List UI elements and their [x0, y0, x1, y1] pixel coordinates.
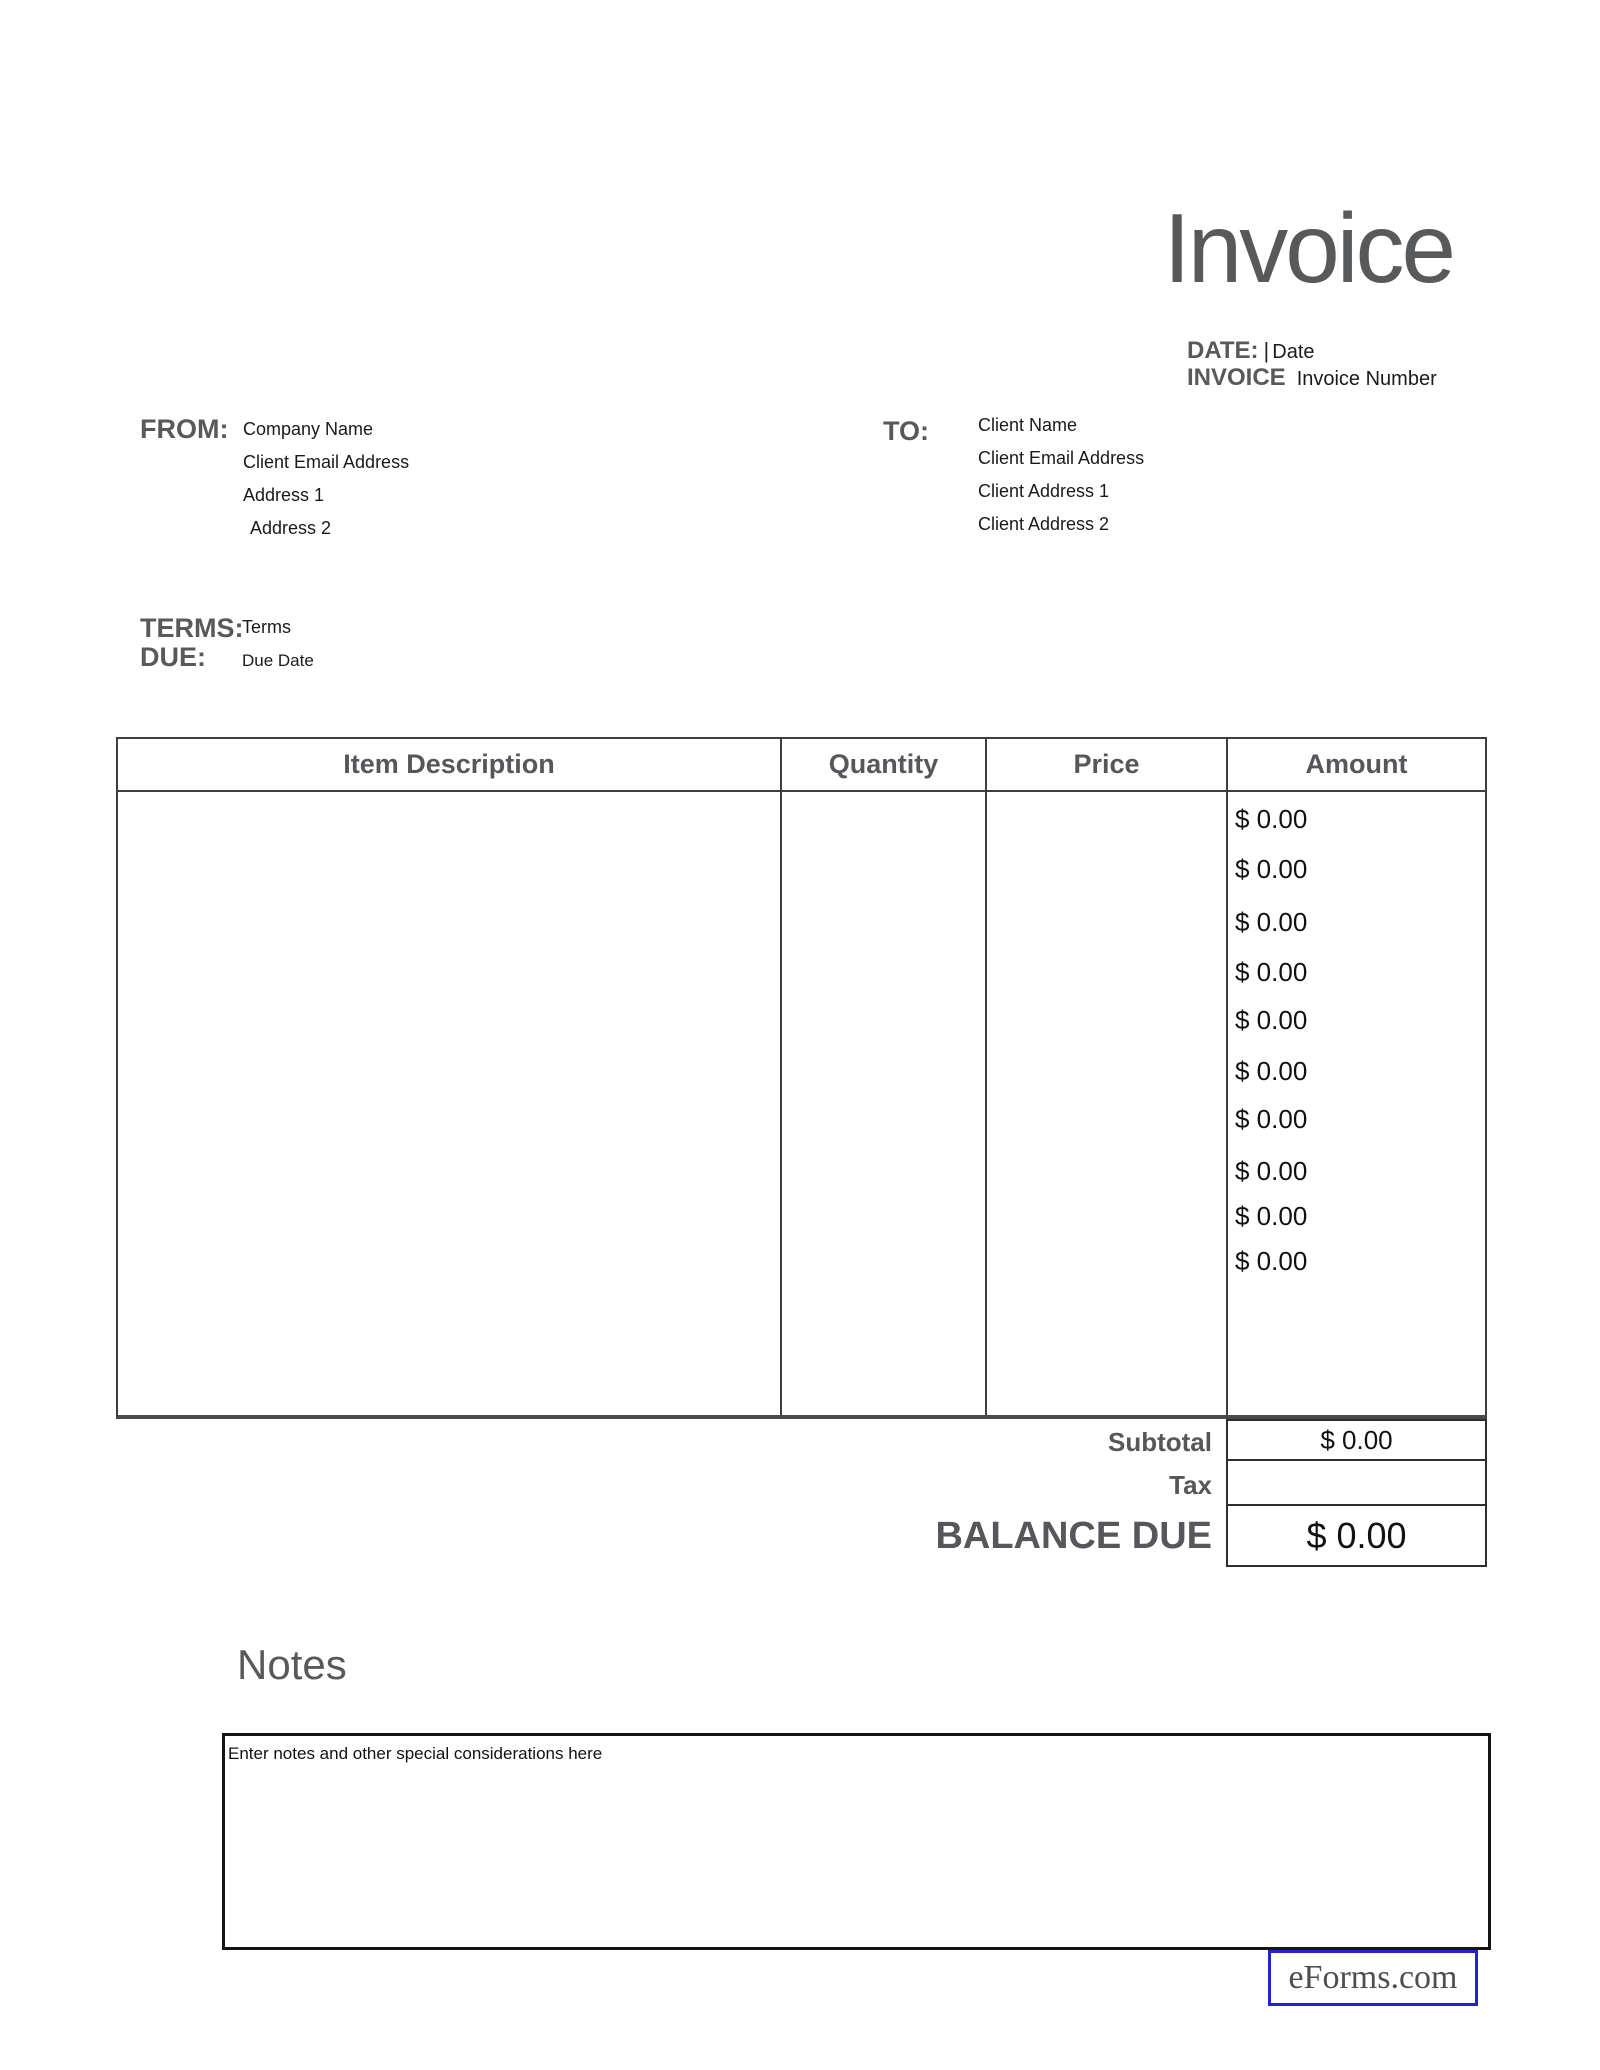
tax-label: Tax [1169, 1470, 1212, 1500]
notes-heading: Notes [237, 1641, 347, 1688]
from-company-name-field[interactable]: Company Name [243, 419, 374, 439]
notes-placeholder[interactable]: Enter notes and other special considerations here [228, 1744, 603, 1763]
subtotal-value: $ 0.00 [1320, 1425, 1393, 1455]
notes-input-box[interactable] [222, 1733, 1491, 1950]
from-email-field[interactable]: Client Email Address [243, 452, 410, 472]
amount-cell: $ 0.00 [1235, 1104, 1308, 1134]
balance-due-value: $ 0.00 [1306, 1515, 1407, 1556]
from-address1-field[interactable]: Address 1 [243, 485, 325, 505]
invoice-number-row [1187, 364, 1437, 392]
amount-cell: $ 0.00 [1235, 1156, 1308, 1186]
due-date-field[interactable]: Due Date [242, 651, 314, 670]
col-header-quantity: Quantity [828, 749, 939, 779]
summary-boxes [1226, 1419, 1487, 1567]
to-email-field[interactable]: Client Email Address [978, 448, 1145, 468]
subtotal-value-box [1226, 1419, 1487, 1461]
text-cursor: | [1263, 338, 1270, 363]
due-label: DUE: [140, 642, 206, 672]
item-description-input-area[interactable] [118, 792, 780, 1415]
col-header-amount: Amount [1305, 749, 1408, 779]
tax-value-field[interactable] [1226, 1459, 1487, 1506]
price-input-area[interactable] [987, 792, 1226, 1415]
amount-cell: $ 0.00 [1235, 1201, 1308, 1231]
to-address2-field[interactable]: Client Address 2 [978, 514, 1110, 534]
to-client-name-field[interactable]: Client Name [978, 415, 1078, 435]
col-header-item-description: Item Description [343, 749, 555, 779]
amount-cell: $ 0.00 [1235, 1005, 1308, 1035]
subtotal-label: Subtotal [1108, 1427, 1212, 1457]
amount-cell: $ 0.00 [1235, 957, 1308, 987]
line-items-table [116, 737, 1487, 1419]
amount-cell: $ 0.00 [1235, 907, 1308, 937]
terms-field[interactable]: Terms [242, 617, 291, 637]
eforms-link[interactable]: eForms.com [1268, 1950, 1478, 2006]
from-address2-field[interactable]: Address 2 [250, 518, 332, 538]
to-address1-field[interactable]: Client Address 1 [978, 481, 1110, 501]
quantity-input-area[interactable] [782, 792, 985, 1415]
page-title: Invoice [1163, 193, 1453, 303]
amount-cell: $ 0.00 [1235, 804, 1308, 834]
terms-label: TERMS: [140, 613, 244, 643]
amount-cell: $ 0.00 [1235, 854, 1308, 884]
amount-cell: $ 0.00 [1235, 1056, 1308, 1086]
date-field[interactable]: Date [1272, 341, 1315, 363]
to-label: TO: [883, 416, 929, 446]
invoice-label: INVOICE [1187, 364, 1286, 391]
from-label: FROM: [140, 414, 229, 444]
column-divider [1226, 739, 1228, 1415]
date-row [1187, 337, 1315, 365]
balance-due-value-box [1226, 1504, 1487, 1567]
balance-due-label: BALANCE DUE [935, 1515, 1212, 1557]
col-header-price: Price [1073, 749, 1140, 779]
invoice-number-field[interactable]: Invoice Number [1296, 368, 1437, 390]
amount-cell: $ 0.00 [1235, 1246, 1308, 1276]
date-label: DATE: [1187, 337, 1259, 364]
